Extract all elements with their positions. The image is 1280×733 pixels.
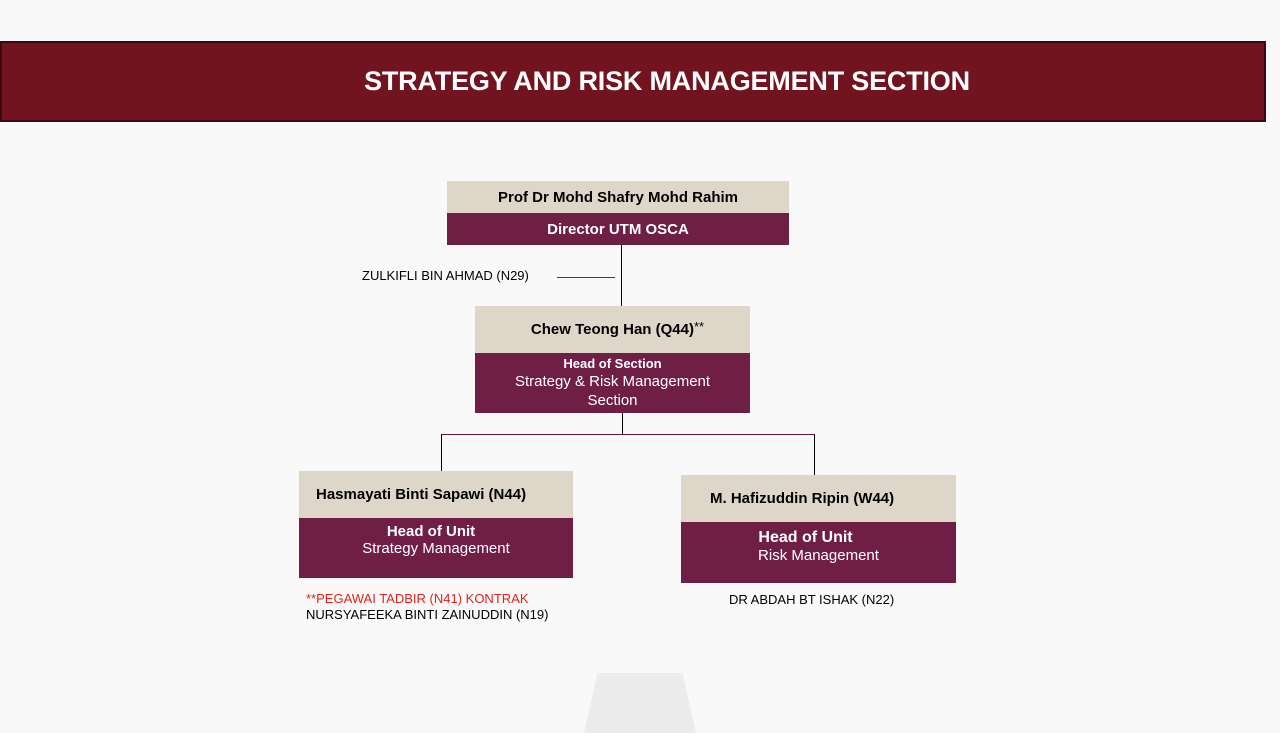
section-banner [0, 41, 1266, 122]
risk-head-name-box [681, 475, 956, 522]
director-role: Director UTM OSCA [547, 220, 689, 238]
risk-head-name: M. Hafizuddin Ripin (W44) [710, 490, 895, 507]
section-head-subtitle: Strategy & Risk Management Section [514, 373, 711, 409]
connector-director-section [621, 245, 622, 306]
strategy-staff-member: NURSYAFEEKA BINTI ZAINUDDIN (N19) [306, 607, 549, 622]
connector-units-horizontal [441, 434, 815, 435]
page-title: STRATEGY AND RISK MANAGEMENT SECTION [364, 66, 970, 96]
risk-head-subtitle: Risk Management [758, 547, 879, 564]
director-role-box [447, 213, 789, 245]
section-head-name-box [475, 306, 750, 353]
strategy-head-subtitle: Strategy Management [362, 540, 510, 557]
risk-staff-member: DR ABDAH BT ISHAK (N22) [729, 592, 895, 607]
connector-strategy-unit [441, 434, 442, 471]
strategy-head-role-box [299, 518, 573, 578]
strategy-head-title: Head of Unit [386, 523, 476, 540]
section-head-name: Chew Teong Han (Q44) [530, 321, 694, 338]
strategy-head-name: Hasmayati Binti Sapawi (N44) [316, 486, 527, 503]
risk-head-title: Head of Unit [758, 529, 853, 546]
section-head-title: Head of Section [563, 356, 662, 371]
section-head-role-box [475, 353, 750, 413]
director-name: Prof Dr Mohd Shafry Mohd Rahim [498, 188, 738, 206]
director-name-box [447, 181, 789, 213]
connector-risk-unit [814, 434, 815, 475]
strategy-head-name-box [299, 471, 573, 518]
decorative-tab-shape [584, 673, 696, 733]
assistant-name: ZULKIFLI BIN AHMAD (N29) [362, 268, 529, 283]
connector-assistant [557, 277, 615, 278]
risk-head-role-box [681, 522, 956, 583]
section-head-name-suffix: ** [693, 319, 705, 334]
connector-section-down [622, 413, 623, 434]
strategy-staff-contract: **PEGAWAI TADBIR (N41) KONTRAK [306, 591, 529, 606]
